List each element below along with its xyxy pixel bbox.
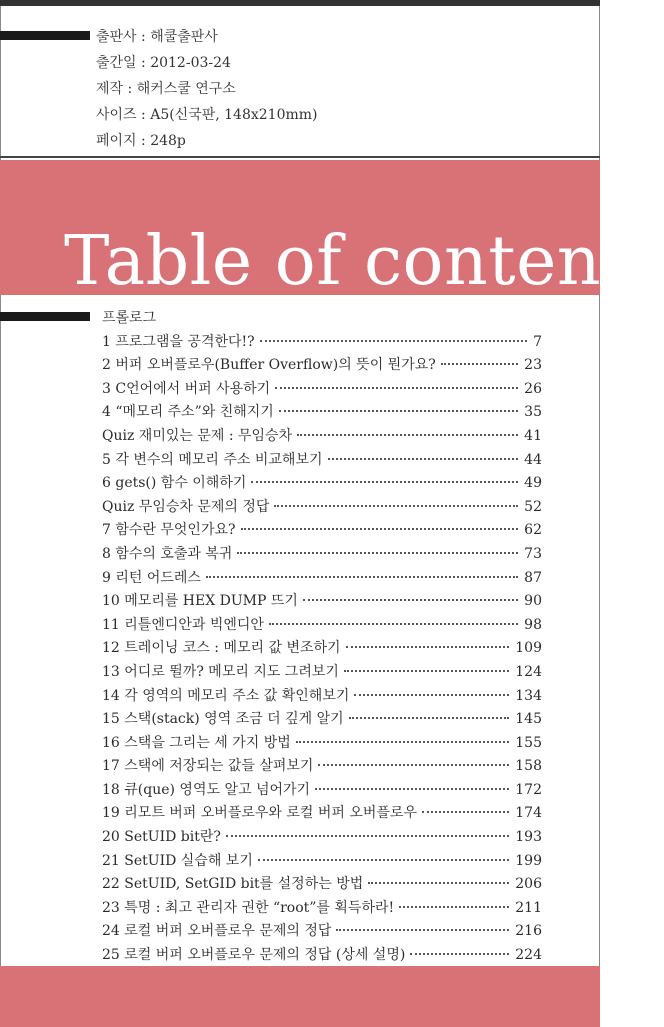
toc-leader-dots [318,764,509,766]
toc-leader-dots [422,811,509,813]
book-info-label: 제작 [96,81,124,97]
toc-entry-title: 10 메모리를 HEX DUMP 뜨기 [102,593,298,610]
toc-entry [102,307,542,331]
toc-entry-title: Quiz 무임승차 문제의 정답 [102,498,270,515]
toc-entry-title: 프롤로그 [102,310,157,326]
bottom-band [0,966,600,1027]
toc-entry-title: 9 리턴 어드레스 [102,569,201,586]
book-info-list [96,24,318,154]
toc-entry [102,850,542,874]
toc-entry [102,401,542,425]
toc-leader-dots [274,505,518,507]
toc-entry-title: 1 프로그램을 공격한다!? [102,333,255,350]
toc-leader-dots [296,741,509,743]
toc-entry-title: 5 각 변수의 메모리 주소 비교해보기 [102,451,323,468]
toc-entry-title: 16 스택을 그리는 세 가지 방법 [102,734,291,751]
toc-leader-dots [275,387,518,389]
toc-entry-page: 174 [515,805,542,822]
toc-entry-title: 20 SetUID bit란? [102,829,221,846]
toc-entry-title: 24 로컬 버퍼 오버플로우 문제의 정답 [102,923,332,940]
toc-entry-title: 23 특명 : 최고 관리자 권한 “root”를 획득하라! [102,899,395,916]
toc-entry-page: 73 [524,545,542,562]
toc-leader-dots [336,929,509,931]
toc-entry [102,519,542,543]
toc-leader-dots [399,906,509,908]
toc-entry-page: 155 [515,734,542,751]
toc-entry-page: 211 [515,899,542,916]
book-info-label: 출간일 [96,55,137,71]
toc-entry-page: 98 [524,616,542,633]
toc-entry [102,378,542,402]
toc-entry-page: 158 [515,758,542,775]
toc-entry [102,331,542,355]
toc-entry [102,920,542,944]
toc-entry-title: 13 어디로 뛸까? 메모리 지도 그려보기 [102,663,339,680]
book-info-value: 2012-03-24 [150,55,231,71]
toc-entry [102,354,542,378]
toc-leader-dots [303,599,518,601]
toc-entry-page: 206 [515,876,542,893]
toc-entry-page: 124 [515,663,542,680]
toc-entry-title: 18 큐(que) 영역도 알고 넘어가기 [102,781,311,798]
toc-entry-page: 87 [524,569,542,586]
toc-entry-title: 22 SetUID, SetGID bit를 설정하는 방법 [102,876,364,893]
toc-leader-dots [226,835,509,837]
toc-leader-dots [237,552,518,554]
toc-entry-title: 3 C언어에서 버퍼 사용하기 [102,380,271,397]
toc-leader-dots [346,646,510,648]
toc-entry-page: 224 [515,947,542,964]
book-info-separator: : [136,55,151,71]
toc-entry-title: 17 스택에 저장되는 값들 살펴보기 [102,758,314,775]
toc-entry-page: 216 [515,923,542,940]
toc-entry-page: 41 [524,427,542,444]
book-info-item [96,76,318,102]
toc-entry-page: 7 [533,333,542,350]
toc-leader-dots [206,576,518,578]
toc-leader-dots [241,528,519,530]
book-info-item [96,128,318,154]
toc-entry [102,567,542,591]
table-of-contents [102,307,542,1015]
toc-entry-page: 35 [524,404,542,421]
toc-entry-page: 193 [515,829,542,846]
toc-entry [102,826,542,850]
toc-entry-title: 19 리모트 버퍼 오버플로우와 로컬 버퍼 오버플로우 [102,805,417,822]
toc-entry-title: 25 로컬 버퍼 오버플로우 문제의 정답 (상세 설명) [102,947,406,964]
toc-entry [102,425,542,449]
toc-entry-page: 62 [524,522,542,539]
toc-leader-dots [297,434,518,436]
book-info-separator: : [136,107,151,123]
toc-leader-dots [354,694,509,696]
toc-entry-title: 15 스택(stack) 영역 조금 더 깊게 알기 [102,711,344,728]
book-info-separator: : [136,29,151,45]
book-info-item [96,102,318,128]
toc-entry-title: 4 “메모리 주소”와 친해지기 [102,404,274,421]
toc-entry-title: 12 트레이닝 코스 : 메모리 값 변조하기 [102,640,341,657]
toc-entry-page: 90 [524,593,542,610]
toc-entry-page: 145 [515,711,542,728]
toc-leader-dots [410,953,509,955]
toc-leader-dots [328,458,519,460]
toc-entry-page: 134 [515,687,542,704]
toc-leader-dots [269,623,518,625]
book-info-item [96,50,318,76]
book-info-value: A5(신국판, 148x210mm) [150,107,318,123]
toc-leader-dots [260,340,527,342]
toc-entry [102,449,542,473]
toc-entry [102,685,542,709]
toc-entry [102,590,542,614]
toc-entry [102,472,542,496]
toc-entry-title: 6 gets() 함수 이해하기 [102,475,247,492]
toc-leader-dots [279,410,518,412]
book-info-label: 사이즈 [96,107,137,123]
info-accent-bar [0,31,90,40]
toc-entry-title: 14 각 영역의 메모리 주소 값 확인해보기 [102,687,350,704]
toc-entry-title: 2 버퍼 오버플로우(Buffer Overflow)의 뜻이 뭔가요? [102,357,436,374]
book-info-label: 출판사 [96,29,137,45]
toc-entry-page: 52 [524,498,542,515]
toc-entry-title: 11 리틀엔디안과 빅엔디안 [102,616,264,633]
toc-entry-page: 49 [524,475,542,492]
toc-leader-dots [344,670,509,672]
toc-entry [102,755,542,779]
toc-entry [102,802,542,826]
book-info-section [0,6,600,158]
book-info-separator: : [123,81,137,97]
toc-entry [102,708,542,732]
toc-entry-page: 109 [515,640,542,657]
book-info-label: 페이지 [96,133,137,149]
toc-entry [102,543,542,567]
toc-entry-title: Quiz 재미있는 문제 : 무임승차 [102,427,293,444]
toc-entry-page: 172 [515,781,542,798]
toc-leader-dots [368,882,509,884]
toc-entry [102,496,542,520]
toc-entry-title: 7 함수란 무엇인가요? [102,522,236,539]
toc-leader-dots [258,859,509,861]
toc-leader-dots [251,481,518,483]
toc-entry [102,944,542,968]
book-info-item [96,24,318,50]
title-band [0,160,664,301]
toc-accent-bar [0,312,90,321]
toc-entry [102,661,542,685]
page-title: Table of contents [64,222,664,301]
toc-entry [102,732,542,756]
toc-entry-title: 21 SetUID 실습해 보기 [102,852,253,869]
toc-entry [102,637,542,661]
toc-entry [102,614,542,638]
book-info-value: 248p [150,133,186,149]
book-info-value: 해쿨출판사 [150,29,218,45]
toc-entry-page: 26 [524,380,542,397]
book-info-value: 해커스쿨 연구소 [136,81,236,97]
toc-entry-page: 199 [515,852,542,869]
toc-entry [102,897,542,921]
toc-entry-page: 23 [524,357,542,374]
book-info-separator: : [136,133,151,149]
toc-entry [102,779,542,803]
toc-entry-page: 44 [524,451,542,468]
toc-entry-title: 8 함수의 호출과 복귀 [102,545,233,562]
toc-leader-dots [349,717,510,719]
toc-leader-dots [441,363,518,365]
toc-leader-dots [315,788,509,790]
toc-entry [102,873,542,897]
